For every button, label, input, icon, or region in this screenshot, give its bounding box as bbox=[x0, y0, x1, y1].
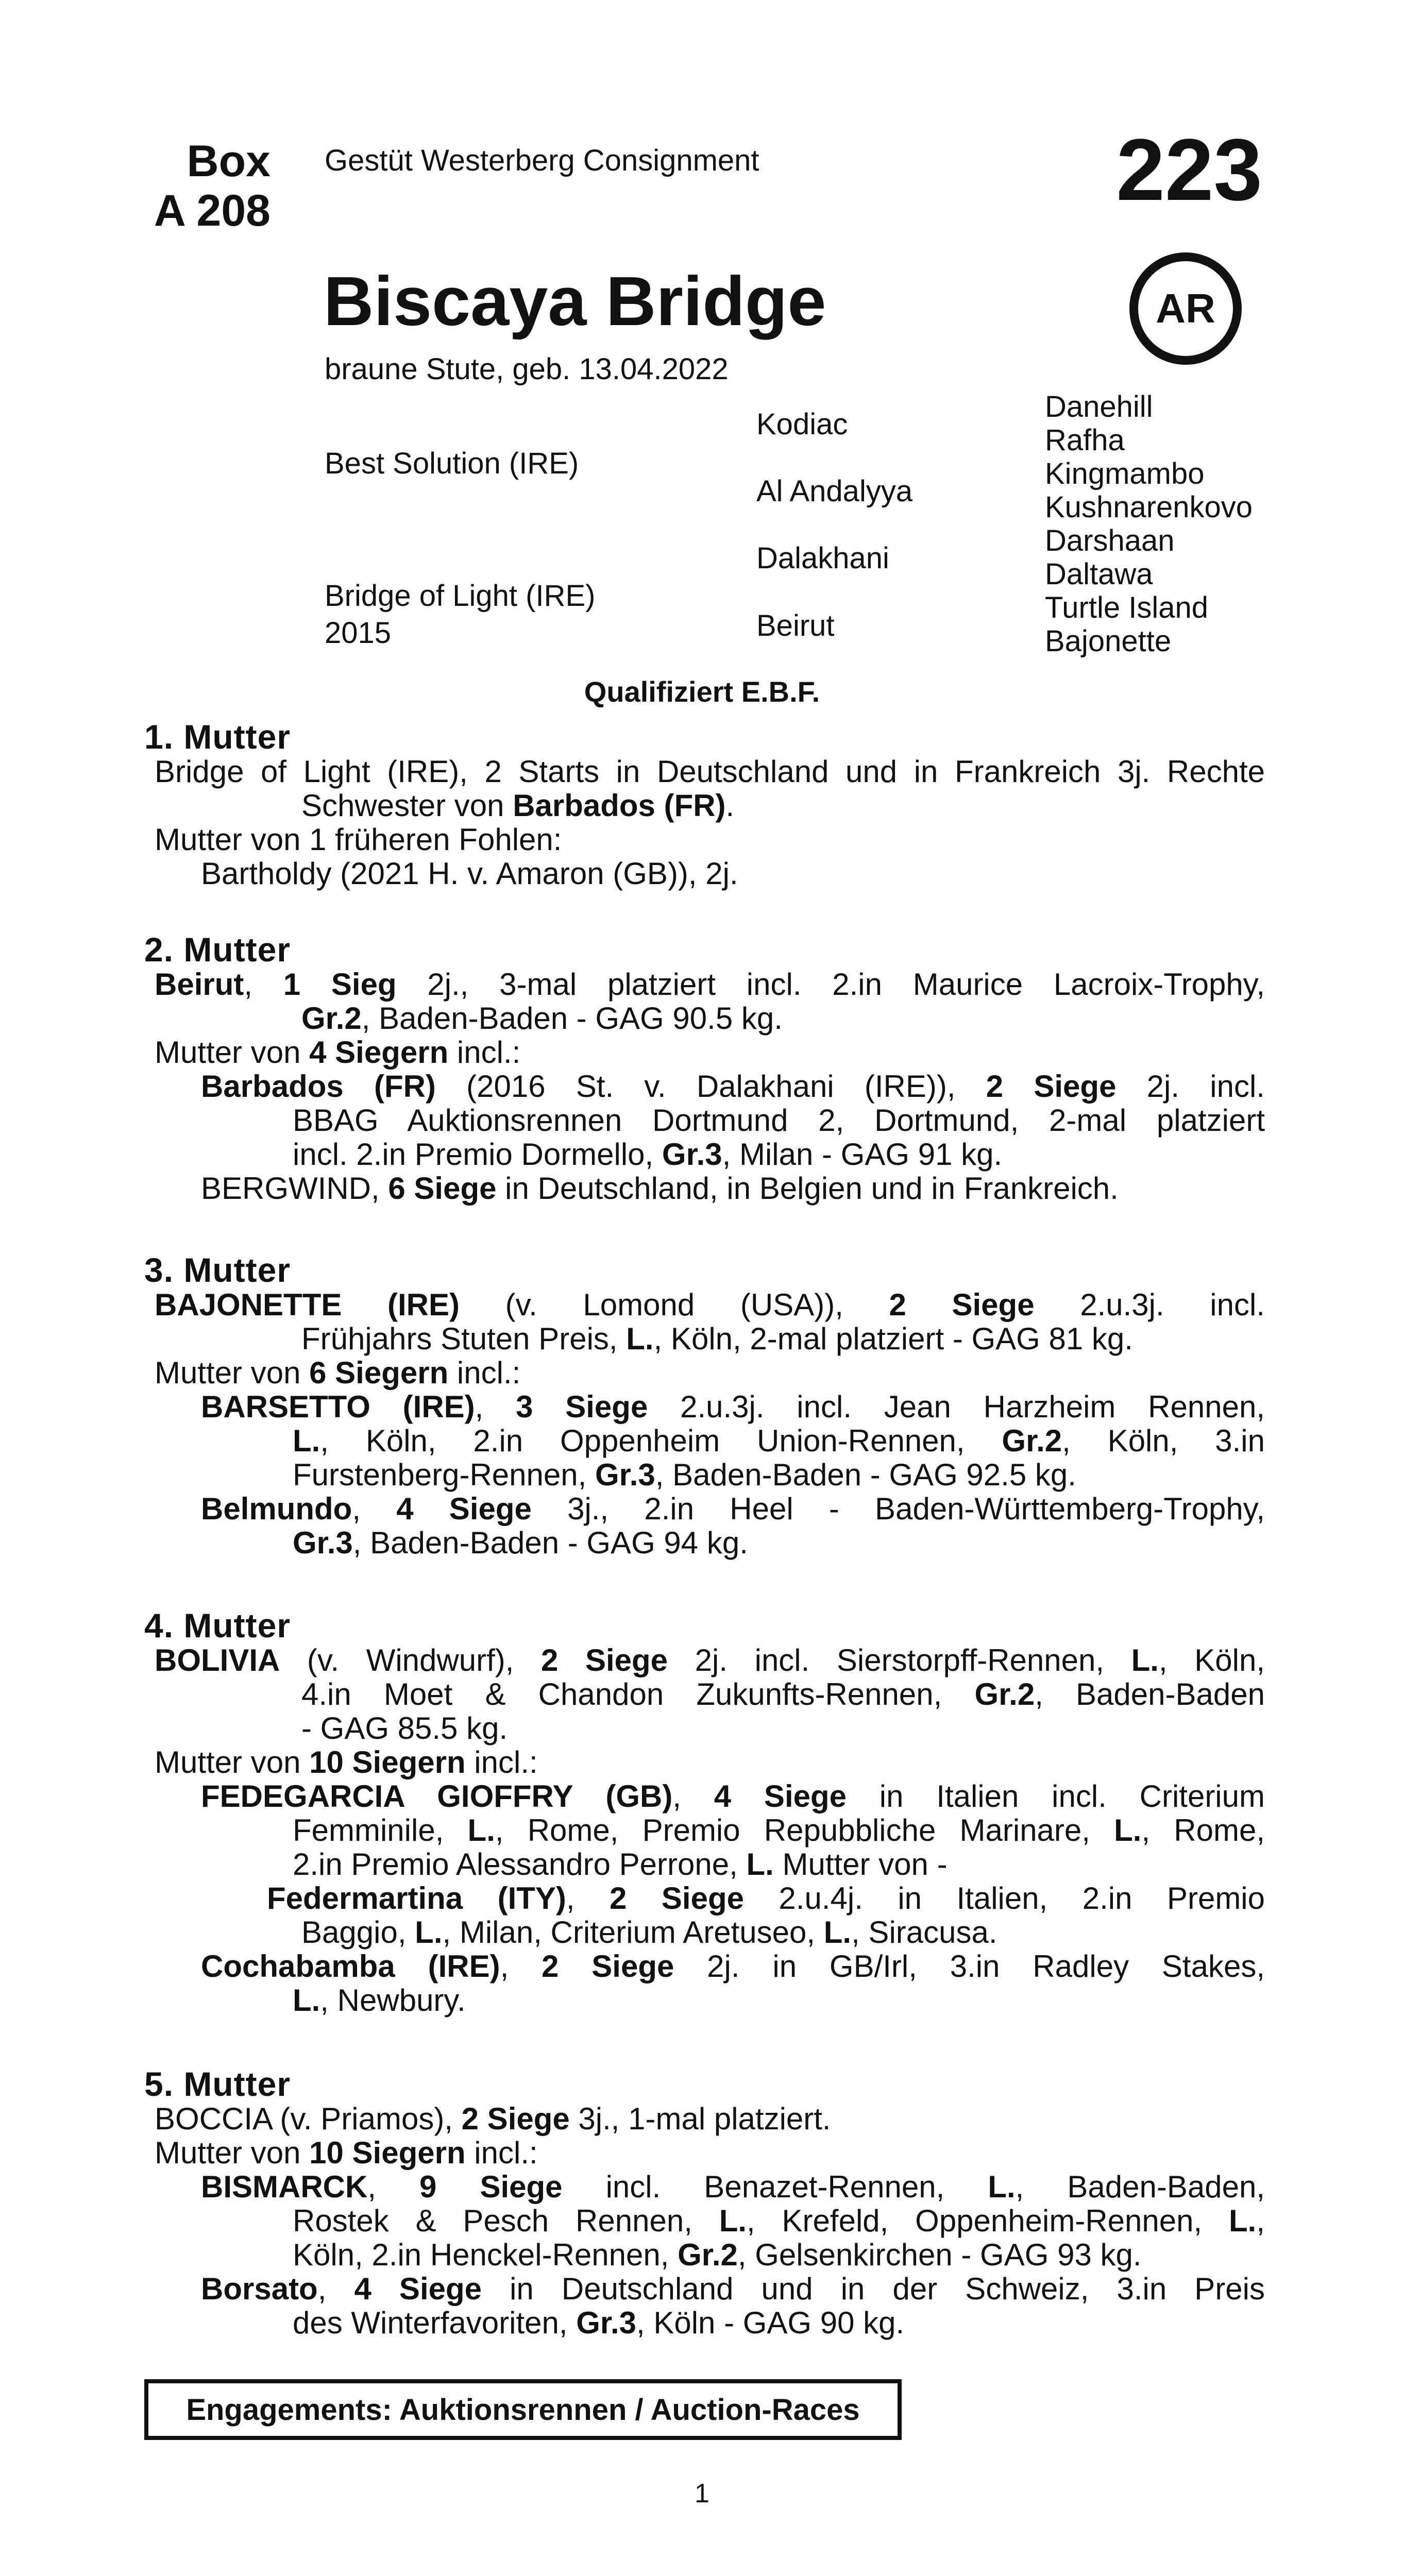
text-segment: , bbox=[672, 1779, 714, 1814]
section-line bbox=[301, 1916, 997, 1950]
text-segment: Mutter von - bbox=[773, 1847, 948, 1882]
text-segment: incl.: bbox=[448, 1035, 521, 1070]
section-line bbox=[201, 1172, 1119, 1206]
pedigree-gen2-item: Dalakhani bbox=[756, 541, 889, 575]
bold-text: L. bbox=[823, 1915, 852, 1950]
bold-text: Beirut bbox=[155, 967, 244, 1002]
section-line bbox=[293, 2238, 1142, 2272]
bold-text: 6 Siegern bbox=[309, 1355, 449, 1390]
bold-text: L. bbox=[1229, 2204, 1257, 2238]
text-segment: 2j. in GB/Irl, 3.in Radley Stakes, bbox=[674, 1949, 1265, 1984]
section-line bbox=[155, 1643, 1265, 1677]
text-segment: incl.: bbox=[465, 1745, 538, 1780]
bold-text: Gr.2 bbox=[1002, 1423, 1062, 1458]
text-segment: Köln, 2.in Henckel-Rennen, bbox=[293, 2238, 678, 2272]
text-segment: , Krefeld, Oppenheim-Rennen, bbox=[747, 2204, 1229, 2238]
bold-text: L. bbox=[293, 1983, 320, 2018]
text-segment: , Baden-Baden - GAG 90.5 kg. bbox=[361, 1001, 783, 1036]
section-line bbox=[155, 1036, 520, 1070]
pedigree-gen2-item: Kodiac bbox=[756, 408, 848, 441]
bold-text: 2 Siege bbox=[542, 1949, 674, 1984]
section-line bbox=[301, 1322, 1133, 1356]
consignor: Gestüt Westerberg Consignment bbox=[325, 144, 759, 177]
text-segment: 3j., 2.in Heel - Baden-Württemberg-Trophy, bbox=[531, 1492, 1265, 1526]
text-segment: BERGWIND, bbox=[201, 1171, 388, 1206]
section-line bbox=[201, 2272, 1265, 2306]
text-segment: , Siracusa. bbox=[851, 1915, 997, 1950]
text-segment: Mutter von 1 früheren Fohlen: bbox=[155, 822, 562, 857]
section-line bbox=[155, 1745, 538, 1780]
section-heading: 3. Mutter bbox=[144, 1251, 291, 1289]
section-line bbox=[293, 1458, 1076, 1492]
text-segment: BBAG Auktionsrennen Dortmund 2, Dortmund, 2-mal platziert bbox=[293, 1103, 1265, 1138]
pedigree-gen3-item: Kushnarenkovo bbox=[1045, 490, 1253, 524]
section-line bbox=[301, 1677, 1265, 1711]
text-segment: , Köln, bbox=[1158, 1643, 1265, 1677]
text-segment: , Newbury. bbox=[320, 1983, 466, 2018]
text-segment: in Deutschland und in der Schweiz, 3.in Preis bbox=[482, 2272, 1265, 2306]
text-segment: Mutter von bbox=[155, 2136, 310, 2170]
section-line bbox=[201, 2170, 1265, 2204]
text-segment: , Rome, Premio Repubbliche Marinare, bbox=[495, 1813, 1114, 1848]
engagements-text: Engagements: Auktionsrennen / Auction-Races bbox=[186, 2393, 860, 2427]
section-heading: 1. Mutter bbox=[144, 718, 291, 756]
text-segment: des Winterfavoriten, bbox=[293, 2306, 577, 2340]
text-segment: , Rome, bbox=[1141, 1813, 1265, 1848]
text-segment: Furstenberg-Rennen, bbox=[293, 1458, 595, 1492]
section-line bbox=[301, 1711, 508, 1745]
text-segment: , Milan, Criterium Aretuseo, bbox=[442, 1915, 824, 1950]
section-line bbox=[155, 755, 1265, 789]
text-segment: 2.u.4j. in Italien, 2.in Premio bbox=[743, 1881, 1265, 1916]
section-line bbox=[155, 1288, 1265, 1322]
pedigree-gen2-item: Beirut bbox=[756, 609, 835, 642]
bold-text: L. bbox=[626, 1321, 654, 1356]
text-segment: Bartholdy (2021 H. v. Amaron (GB)), 2j. bbox=[201, 856, 738, 891]
text-segment: , bbox=[475, 1389, 516, 1424]
text-segment: 2.u.3j. incl. Jean Harzheim Rennen, bbox=[648, 1389, 1265, 1424]
bold-text: Barbados (FR) bbox=[201, 1069, 436, 1104]
section-line bbox=[155, 1356, 520, 1390]
pedigree-dam-year: 2015 bbox=[325, 616, 392, 650]
text-segment: in Deutschland, in Belgien und in Frankreich. bbox=[496, 1171, 1119, 1206]
bold-text: 10 Siegern bbox=[309, 1745, 466, 1780]
text-segment: Bridge of Light (IRE), 2 Starts in Deutschland und in Frankreich 3j. Rechte bbox=[155, 754, 1265, 789]
section-line bbox=[155, 823, 562, 857]
section-line bbox=[201, 857, 738, 891]
bold-text: 1 Sieg bbox=[283, 967, 397, 1002]
bold-text: Gr.2 bbox=[301, 1001, 362, 1036]
horse-name: Biscaya Bridge bbox=[324, 262, 826, 340]
bold-text: 4 Siegern bbox=[309, 1035, 449, 1070]
pedigree-gen3-item: Danehill bbox=[1045, 390, 1153, 423]
page-number: 1 bbox=[695, 2479, 709, 2509]
bold-text: L. bbox=[415, 1915, 443, 1950]
bold-text: 9 Siege bbox=[419, 2170, 563, 2204]
text-segment: , Baden-Baden, bbox=[1015, 2170, 1265, 2204]
text-segment: 4.in Moet & Chandon Zukunfts-Rennen, bbox=[301, 1677, 975, 1711]
bold-text: Cochabamba (IRE) bbox=[201, 1949, 500, 1984]
bold-text: L. bbox=[988, 2170, 1016, 2204]
bold-text: BISMARCK bbox=[201, 2170, 368, 2204]
text-segment: , Baden-Baden - GAG 92.5 kg. bbox=[655, 1458, 1076, 1492]
text-segment: , Köln - GAG 90 kg. bbox=[636, 2306, 905, 2340]
bold-text: Gr.2 bbox=[974, 1677, 1035, 1711]
bold-text: Barbados (FR) bbox=[513, 788, 726, 823]
section-line bbox=[201, 1492, 1265, 1526]
text-segment: 2j. incl. Sierstorpff-Rennen, bbox=[668, 1643, 1131, 1677]
section-line bbox=[293, 2204, 1265, 2238]
bold-text: 2 Siege bbox=[889, 1287, 1035, 1322]
engagements-box bbox=[144, 2379, 902, 2440]
bold-text: 2 Siege bbox=[610, 1881, 744, 1916]
text-segment: - GAG 85.5 kg. bbox=[301, 1711, 508, 1745]
pedigree-gen3-item: Turtle Island bbox=[1045, 591, 1208, 624]
bold-text: Gr.3 bbox=[662, 1137, 722, 1172]
text-segment: BOCCIA (v. Priamos), bbox=[155, 2102, 462, 2136]
bold-text: 4 Siege bbox=[354, 2272, 482, 2306]
box-number bbox=[144, 137, 270, 235]
bold-text: Gr.3 bbox=[576, 2306, 636, 2340]
bold-text: Gr.2 bbox=[678, 2238, 738, 2272]
text-segment: , Köln, 3.in bbox=[1062, 1423, 1265, 1458]
bold-text: FEDEGARCIA GIOFFRY (GB) bbox=[201, 1779, 673, 1814]
section-line bbox=[293, 2306, 904, 2340]
text-segment: Frühjahrs Stuten Preis, bbox=[301, 1321, 627, 1356]
bold-text: Gr.3 bbox=[293, 1526, 353, 1560]
section-line bbox=[293, 1526, 748, 1560]
text-segment: , Baden-Baden - GAG 94 kg. bbox=[352, 1526, 748, 1560]
box-label-line1: Box bbox=[187, 137, 270, 186]
section-line bbox=[201, 1780, 1265, 1814]
text-segment: . bbox=[725, 788, 735, 823]
pedigree-gen3-item: Daltawa bbox=[1045, 557, 1153, 591]
text-segment: , Köln, 2.in Oppenheim Union-Rennen, bbox=[320, 1423, 1002, 1458]
section-line bbox=[293, 1104, 1265, 1138]
section-line bbox=[293, 1848, 948, 1882]
bold-text: 2 Siege bbox=[986, 1069, 1117, 1104]
bold-text: Borsato bbox=[201, 2272, 318, 2306]
section-heading: 4. Mutter bbox=[144, 1606, 291, 1645]
pedigree-gen3-item: Rafha bbox=[1045, 423, 1125, 457]
text-segment: Mutter von bbox=[155, 1355, 310, 1390]
bold-text: BAJONETTE (IRE) bbox=[155, 1287, 460, 1322]
section-line bbox=[155, 2102, 831, 2136]
bold-text: L. bbox=[293, 1423, 320, 1458]
text-segment: , Milan - GAG 91 kg. bbox=[722, 1137, 1003, 1172]
pedigree-gen2-item: Al Andalyya bbox=[756, 474, 913, 508]
pedigree-gen3-item: Bajonette bbox=[1045, 624, 1172, 658]
bold-text: L. bbox=[1131, 1643, 1159, 1677]
section-line bbox=[293, 1424, 1265, 1458]
section-line bbox=[301, 1002, 783, 1036]
text-segment: in Italien incl. Criterium bbox=[847, 1779, 1265, 1814]
section-line bbox=[201, 1390, 1265, 1424]
text-segment: incl. 2.in Premio Dormello, bbox=[293, 1137, 662, 1172]
text-segment: 2.u.3j. incl. bbox=[1034, 1287, 1265, 1322]
text-segment: , Baden-Baden bbox=[1035, 1677, 1265, 1711]
text-segment: , bbox=[566, 1881, 610, 1916]
text-segment: 2j., 3-mal platziert incl. 2.in Maurice Lacroix-Trophy, bbox=[396, 967, 1265, 1002]
text-segment: Rostek & Pesch Rennen, bbox=[293, 2204, 719, 2238]
bold-text: Gr.3 bbox=[595, 1458, 655, 1492]
text-segment: Mutter von bbox=[155, 1745, 310, 1780]
pedigree-gen3-item: Kingmambo bbox=[1045, 457, 1205, 490]
bold-text: 4 Siege bbox=[396, 1492, 532, 1526]
section-line bbox=[155, 2136, 538, 2170]
section-line bbox=[267, 1882, 1265, 1916]
bold-text: 2 Siege bbox=[541, 1643, 668, 1677]
section-heading: 2. Mutter bbox=[144, 930, 291, 969]
bold-text: 10 Siegern bbox=[309, 2136, 466, 2170]
section-line bbox=[293, 1138, 1002, 1172]
section-line bbox=[293, 1984, 466, 2018]
horse-description: braune Stute, geb. 13.04.2022 bbox=[325, 352, 729, 386]
bold-text: L. bbox=[1114, 1813, 1142, 1848]
text-segment: Femminile, bbox=[293, 1813, 468, 1848]
section-line bbox=[201, 1070, 1265, 1104]
section-line bbox=[301, 789, 734, 823]
bold-text: BOLIVIA bbox=[155, 1643, 280, 1677]
text-segment: , bbox=[500, 1949, 542, 1984]
text-segment: , bbox=[352, 1492, 397, 1526]
text-segment: 2.in Premio Alessandro Perrone, bbox=[293, 1847, 747, 1882]
text-segment: , bbox=[244, 967, 283, 1002]
text-segment: (v. Windwurf), bbox=[280, 1643, 542, 1677]
text-segment: 3j., 1-mal platziert. bbox=[569, 2102, 831, 2136]
text-segment: 2j. incl. bbox=[1116, 1069, 1265, 1104]
lot-number: 223 bbox=[1116, 121, 1262, 219]
section-heading: 5. Mutter bbox=[144, 2065, 291, 2103]
bold-text: Belmundo bbox=[201, 1492, 352, 1526]
box-label-line2: A 208 bbox=[154, 186, 270, 235]
text-segment: , bbox=[317, 2272, 354, 2306]
text-segment: (2016 St. v. Dalakhani (IRE)), bbox=[435, 1069, 986, 1104]
text-segment: Baggio, bbox=[301, 1915, 415, 1950]
bold-text: L. bbox=[719, 2204, 747, 2238]
bold-text: 4 Siege bbox=[714, 1779, 847, 1814]
text-segment: , bbox=[1256, 2204, 1265, 2238]
pedigree-dam: Bridge of Light (IRE) bbox=[325, 579, 596, 613]
bold-text: 6 Siege bbox=[388, 1171, 497, 1206]
section-line bbox=[293, 1814, 1265, 1848]
bold-text: Federmartina (ITY) bbox=[267, 1881, 566, 1916]
pedigree-gen3-item: Darshaan bbox=[1045, 524, 1175, 557]
bold-text: 3 Siege bbox=[516, 1389, 648, 1424]
section-line bbox=[155, 968, 1265, 1002]
text-segment: incl.: bbox=[448, 1355, 521, 1390]
pedigree-sire: Best Solution (IRE) bbox=[325, 447, 579, 480]
text-segment: incl.: bbox=[465, 2136, 538, 2170]
text-segment: , bbox=[367, 2170, 420, 2204]
ar-badge: AR bbox=[1129, 252, 1242, 365]
text-segment: Mutter von bbox=[155, 1035, 310, 1070]
text-segment: (v. Lomond (USA)), bbox=[459, 1287, 889, 1322]
section-line bbox=[201, 1950, 1265, 1984]
text-segment: Schwester von bbox=[301, 788, 513, 823]
bold-text: L. bbox=[467, 1813, 495, 1848]
text-segment: , Köln, 2-mal platziert - GAG 81 kg. bbox=[653, 1321, 1133, 1356]
bold-text: BARSETTO (IRE) bbox=[201, 1389, 475, 1424]
bold-text: 2 Siege bbox=[461, 2102, 570, 2136]
text-segment: incl. Benazet-Rennen, bbox=[562, 2170, 988, 2204]
text-segment: , Gelsenkirchen - GAG 93 kg. bbox=[737, 2238, 1142, 2272]
qualification: Qualifiziert E.B.F. bbox=[584, 675, 820, 708]
bold-text: L. bbox=[746, 1847, 774, 1882]
